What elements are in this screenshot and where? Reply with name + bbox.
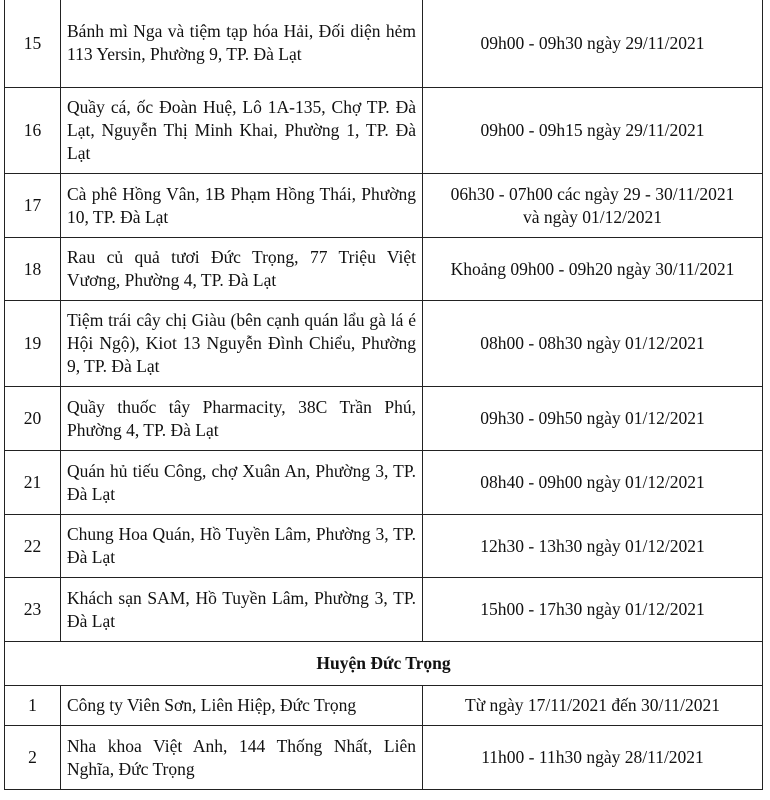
location-cell: Công ty Viên Sơn, Liên Hiệp, Đức Trọng bbox=[61, 686, 423, 726]
time-cell bbox=[423, 0, 763, 88]
row-number: 20 bbox=[5, 387, 61, 451]
time-cell bbox=[423, 301, 763, 387]
location-cell: Rau củ quả tươi Đức Trọng, 77 Triệu Việt Vương, Phường 4, TP. Đà Lạt bbox=[61, 238, 423, 301]
row-number: 1 bbox=[5, 686, 61, 726]
section-heading-row bbox=[5, 642, 763, 686]
location-cell: Nha khoa Việt Anh, 144 Thống Nhất, Liên Nghĩa, Đức Trọng bbox=[61, 726, 423, 790]
time-line: 11h00 - 11h30 ngày 28/11/2021 bbox=[481, 747, 704, 767]
row-number: 17 bbox=[5, 174, 61, 238]
time-line: 15h00 - 17h30 ngày 01/12/2021 bbox=[480, 599, 705, 619]
time-cell bbox=[423, 88, 763, 174]
time-cell bbox=[423, 387, 763, 451]
table-row bbox=[5, 301, 763, 387]
table-row bbox=[5, 515, 763, 578]
row-number: 2 bbox=[5, 726, 61, 790]
location-cell: Bánh mì Nga và tiệm tạp hóa Hải, Đối diện hẻm 113 Yersin, Phường 9, TP. Đà Lạt bbox=[61, 0, 423, 88]
location-cell: Quầy thuốc tây Pharmacity, 38C Trần Phú, Phường 4, TP. Đà Lạt bbox=[61, 387, 423, 451]
time-line: 06h30 - 07h00 các ngày 29 - 30/11/2021 bbox=[450, 183, 735, 204]
time-cell bbox=[423, 515, 763, 578]
time-line: 09h00 - 09h15 ngày 29/11/2021 bbox=[480, 120, 705, 140]
time-line: 12h30 - 13h30 ngày 01/12/2021 bbox=[480, 535, 705, 556]
time-line: 08h40 - 09h00 ngày 01/12/2021 bbox=[480, 472, 705, 492]
table-row bbox=[5, 726, 763, 790]
row-number: 19 bbox=[5, 301, 61, 387]
table-row bbox=[5, 578, 763, 642]
table-row bbox=[5, 174, 763, 238]
time-cell bbox=[423, 451, 763, 515]
table-row bbox=[5, 0, 763, 88]
location-cell: Tiệm trái cây chị Giàu (bên cạnh quán lẩu gà lá é Hội Ngộ), Kiot 13 Nguyễn Đình Chiểu, Phường 9, TP. Đà Lạt bbox=[61, 301, 423, 387]
time-line: 09h00 - 09h30 ngày 29/11/2021 bbox=[480, 32, 705, 53]
time-line: Khoảng 09h00 - 09h20 ngày 30/11/2021 bbox=[450, 258, 735, 279]
table-row bbox=[5, 88, 763, 174]
row-number: 21 bbox=[5, 451, 61, 515]
location-cell: Chung Hoa Quán, Hồ Tuyền Lâm, Phường 3, TP. Đà Lạt bbox=[61, 515, 423, 578]
time-line: Từ ngày 17/11/2021 đến 30/11/2021 bbox=[464, 695, 721, 715]
location-cell: Quầy cá, ốc Đoàn Huệ, Lô 1A-135, Chợ TP. Đà Lạt, Nguyễn Thị Minh Khai, Phường 1, TP. Đà Lạt bbox=[61, 88, 423, 174]
time-cell bbox=[423, 726, 763, 790]
location-cell: Quán hủ tiếu Công, chợ Xuân An, Phường 3, TP. Đà Lạt bbox=[61, 451, 423, 515]
table-row bbox=[5, 451, 763, 515]
time-line: 08h00 - 08h30 ngày 01/12/2021 bbox=[480, 333, 705, 353]
time-line: và ngày 01/12/2021 bbox=[522, 206, 662, 227]
section-heading: Huyện Đức Trọng bbox=[5, 642, 763, 686]
row-number: 22 bbox=[5, 515, 61, 578]
location-schedule-table bbox=[4, 0, 763, 790]
location-cell: Cà phê Hồng Vân, 1B Phạm Hồng Thái, Phường 10, TP. Đà Lạt bbox=[61, 174, 423, 238]
time-cell bbox=[423, 686, 763, 726]
location-cell: Khách sạn SAM, Hồ Tuyền Lâm, Phường 3, TP. Đà Lạt bbox=[61, 578, 423, 642]
time-cell bbox=[423, 578, 763, 642]
row-number: 23 bbox=[5, 578, 61, 642]
row-number: 18 bbox=[5, 238, 61, 301]
row-number: 16 bbox=[5, 88, 61, 174]
table-row bbox=[5, 238, 763, 301]
time-cell bbox=[423, 238, 763, 301]
time-line: 09h30 - 09h50 ngày 01/12/2021 bbox=[480, 408, 705, 428]
row-number: 15 bbox=[5, 0, 61, 88]
table-row bbox=[5, 387, 763, 451]
table-row bbox=[5, 686, 763, 726]
time-cell bbox=[423, 174, 763, 238]
